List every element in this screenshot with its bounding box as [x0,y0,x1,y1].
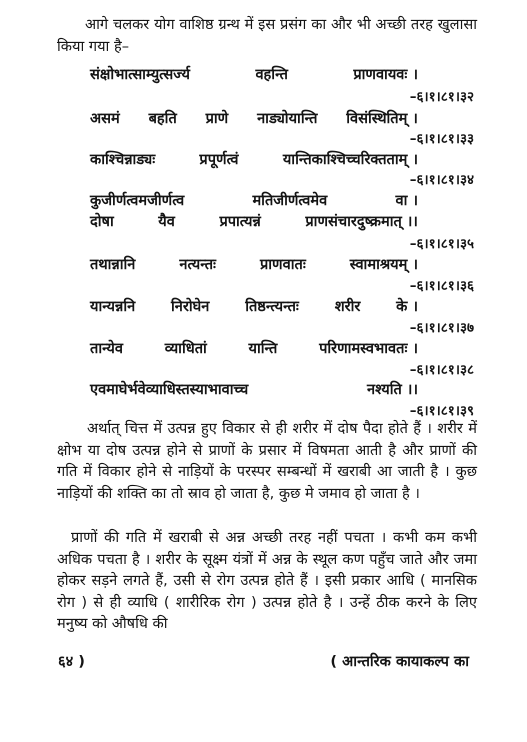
verse-reference: –६।१।८१।३२ [409,89,474,105]
verse-word: वा । [395,192,418,209]
verse-word: नश्यति ।। [366,381,418,398]
verse-word: एवमाघेर्भवेव्याधिस्तस्याभावाच्च [90,381,249,398]
body-paragraph: प्राणों की गति में खराबी से अन्न अच्छी तरह नहीं पचता । कभी कम कभी अधिक पचता है । शरीर के सूक्ष्म यंत्रों में अन्न के स्थूल कण पहुँच जाते और जमा होकर सड़ने लगते हैं, उसी से रोग उत्पन्न होते हैं । इसी प्रकार आधि ( मानसिक रोग ) से ही व्याधि ( शारीरिक रोग ) उत्पन्न होते है । उन्हें ठीक करने के लिए मनुष्य को औषधि की [57,529,477,632]
verse-word: यान्तिकाश्चिच्चरिक्तताम् । [282,151,418,168]
verse-word: वहन्ति [255,66,288,83]
verse-word: नत्यन्तः [179,256,216,273]
verse-word: के । [396,298,418,315]
page-number: ६४ ) [58,653,85,670]
verse-word: संक्षोभात्साम्युत्सर्ज्य [90,66,191,83]
running-title: ( आन्तरिक कायाकल्प का [330,653,469,670]
verse-word: प्राणवायवः । [353,66,418,83]
verse-line-9 [90,379,418,399]
verse-word: तान्येव [90,340,123,357]
verse-word: स्वामाश्रयम् । [349,256,418,273]
verse-word: प्रपात्यन्नं [219,213,261,230]
verse-word: यान्यन्ननि [90,298,136,315]
verse-word: तथान्नानि [90,256,136,273]
verse-word: प्रपूर्णत्वं [199,151,239,168]
verse-line-8 [90,338,418,358]
verse-word: यैव [158,213,175,230]
verse-word: निरोघेन [171,298,210,315]
verse-line-1 [90,64,418,84]
verse-word: मतिजीर्णत्वमेव [252,192,328,209]
verse-word: यान्ति [248,340,278,357]
body-paragraph: अर्थात् चित्त में उत्पन्न हुए विकार से ही शरीर में दोष पैदा होते हैं । शरीर में क्षोभ या दोष उत्पन्न होने से प्राणों के प्रसार में विषमता आती है और प्राणों की गति में विकार होने से नाड़ियों के परस्पर सम्बन्धों में खराबी आ जाती है । कुछ नाड़ियों की शक्ति का तो स्राव हो जाता है, कुछ मे जमाव हो जाता है । [57,420,477,502]
verse-word: शरीर [334,298,361,315]
verse-word: काश्चिन्नाड्यः [90,151,156,168]
verse-reference: –६।१।८१।३४ [409,172,474,188]
verse-line-3 [90,149,418,169]
verse-reference: –६।१।८१।३९ [409,403,474,419]
verse-reference: –६।१।८१।३३ [409,131,474,147]
verse-word: बहति [148,110,177,127]
verse-word: विसंस्थितिम् । [346,110,418,127]
verse-word: प्राणे [205,110,229,127]
verse-reference: –६।१।८१।३७ [409,320,474,336]
verse-word: कुजीर्णत्वमजीर्णत्व [90,192,185,209]
verse-reference: –६।१।८१।३८ [409,362,474,378]
verse-word: तिष्ठन्त्यन्तः [245,298,299,315]
verse-word: व्याधितां [164,340,207,357]
verse-word: नाड्योयान्ति [257,110,318,127]
verse-line-7 [90,296,418,316]
verse-word: दोषा [90,213,114,230]
verse-reference: –६।१।८१।३६ [409,278,474,294]
verse-line-5 [90,211,418,231]
verse-line-6 [90,254,418,274]
verse-reference: –६।१।८१।३५ [409,236,474,252]
verse-word: असमं [90,110,120,127]
intro-paragraph: आगे चलकर योग वाशिष्ठ ग्रन्थ में इस प्रसंग का और भी अच्छी तरह खुलासा किया गया है– [57,16,477,55]
verse-line-2 [90,108,418,128]
verse-word: प्राणसंचारदुष्क्रमात् ।। [305,213,418,230]
verse-word: प्राणवातः [259,256,306,273]
verse-line-4 [90,190,418,210]
verse-word: परिणामस्वभावतः । [319,340,418,357]
